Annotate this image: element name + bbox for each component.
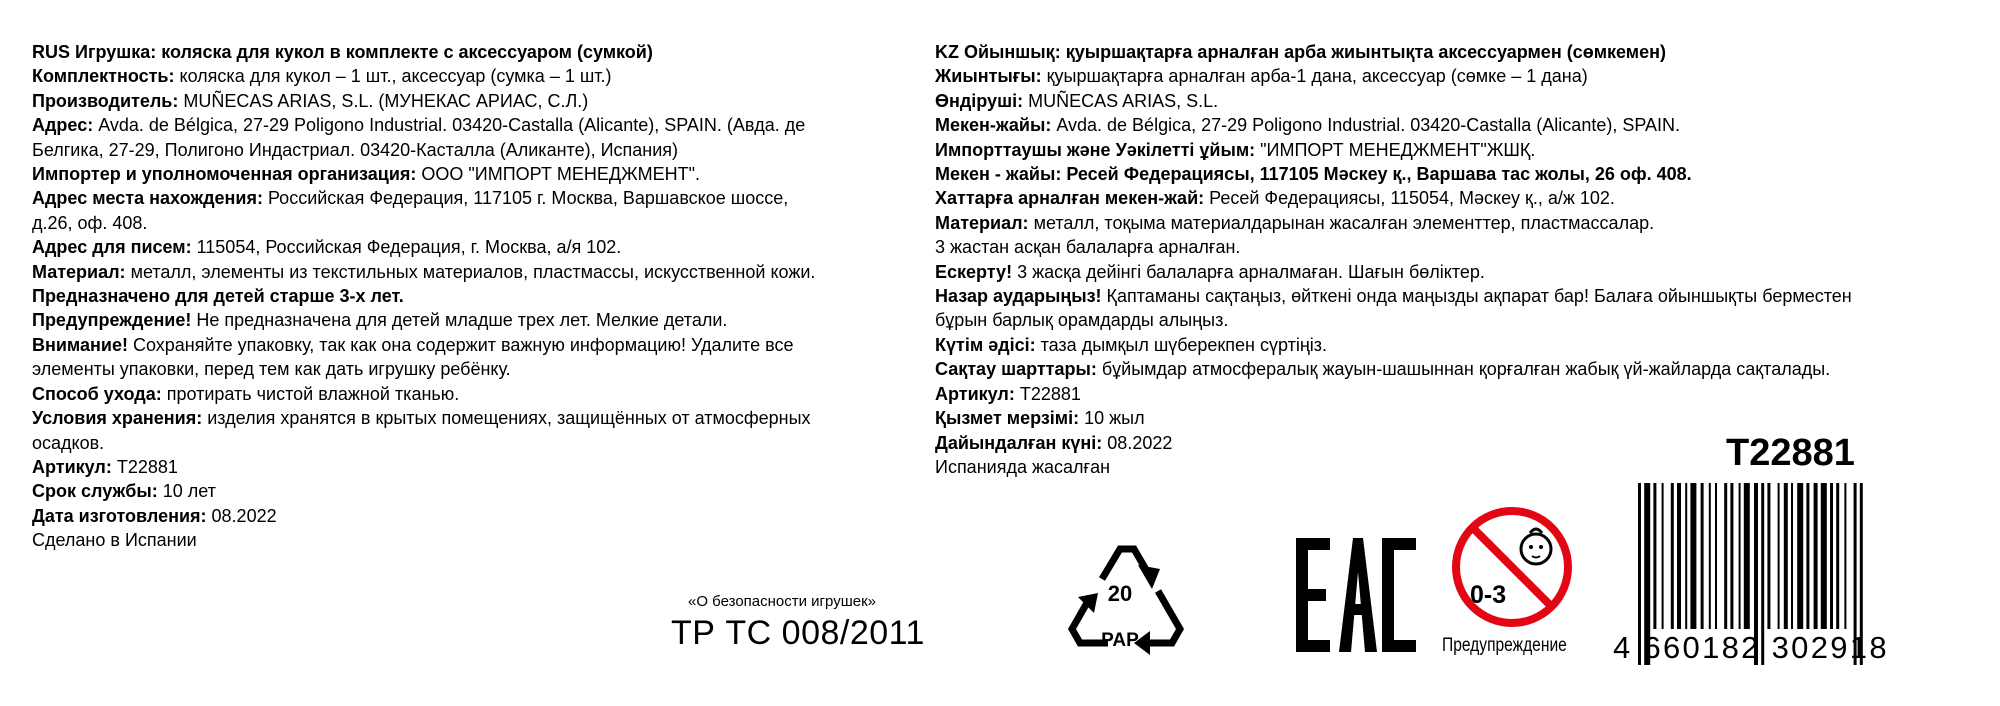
rus-importer-line: Импортер и уполномоченная организация: ООО "ИМПОРТ МЕНЕДЖМЕНТ". [32,164,701,185]
kz-date-line: Дайындалған күні: 08.2022 [935,432,1173,453]
warning-caption: Предупреждение [1442,635,1567,656]
rus-material-line: Материал: металл, элементы из текстильных материалов, пластмассы, искусственной кожи. [32,261,816,282]
rus-warning-line: Предупреждение! Не предназначена для детей младше трех лет. Мелкие детали. [32,310,728,331]
barcode-bar [1806,483,1809,629]
rus-storage-line: Условия хранения: изделия хранятся в крытых помещениях, защищённых от атмосферных [32,408,811,429]
rus-life-line: Срок службы: 10 лет [32,481,216,502]
barcode-bar [1685,483,1687,629]
kz-title-line: KZ Ойыншық: қуыршақтарға арналған арба жиынтықта аксессуармен (сөмкемен) [935,42,1666,62]
kz-manufacturer-line: Өндіруші: MUÑECAS ARIAS, S.L. [935,90,1219,111]
barcode-bar [1709,483,1711,629]
rus-set-line: Комплектность: коляска для кукол – 1 шт., аксессуар (сумка – 1 шт.) [32,66,612,87]
barcode-bar [1662,483,1664,629]
rus-attention-line-2: элементы упаковки, перед тем как дать игрушку ребёнку. [32,359,511,380]
barcode-bar [1744,483,1750,629]
barcode-bar [1715,483,1717,629]
age-range-label: 0-3 [1470,581,1507,609]
kz-location-line: Мекен - жайы: Ресей Федерациясы, 117105 Мәскеу қ., Варшава тас жолы, 26 оф. 408. [935,164,1692,185]
rus-location-line: Адрес места нахождения: Российская Федерация, 117105 г. Москва, Варшавское шоссе, [32,188,789,209]
barcode-bar [1778,483,1780,629]
rus-care-line: Способ ухода: протирать чистой влажной тканью. [32,383,460,404]
rus-age-line: Предназначено для детей старше 3-х лет. [32,286,404,307]
barcode-bar [1739,483,1741,629]
kz-attention-line-2: бұрын барлық орамдарды алыңыз. [935,310,1229,331]
kz-article-line: Артикул: T22881 [935,383,1081,404]
barcode-bar [1677,483,1681,629]
rus-date-line: Дата изготовления: 08.2022 [32,505,277,526]
recycle-code: PAP [1101,630,1139,651]
rus-article-line: Артикул: T22881 [32,456,178,477]
barcode-bar [1844,483,1846,629]
barcode-bar [1671,483,1674,629]
kz-set-line: Жиынтығы: қуыршақтарға арналған арба-1 дана, аксессуар (сөмке – 1 дана) [935,66,1588,87]
kz-attention-line: Назар аударыңыз! Қаптаманы сақтаңыз, өйткені онда маңызды ақпарат бар! Балаға ойыншықты берместен [935,286,1852,307]
rus-storage-line-2: осадков. [32,432,105,453]
rus-location-line-2: д.26, оф. 408. [32,212,148,233]
rus-attention-line: Внимание! Сохраняйте упаковку, так как она содержит важную информацию! Удалите все [32,334,794,355]
kz-address-line: Мекен-жайы: Avda. de Bélgica, 27-29 Poligono Industrial. 03420-Castalla (Alicante), SPAIN. [935,115,1681,136]
kz-warning-line: Ескерту! 3 жасқа дейінгі балаларға арналмаған. Шағын бөліктер. [935,261,1485,282]
rus-manufacturer-line: Производитель: MUÑECAS ARIAS, S.L. (МУНЕКАС АРИАС, С.Л.) [32,90,589,111]
rus-mail-line: Адрес для писем: 115054, Российская Федерация, г. Москва, а/я 102. [32,237,622,258]
barcode-bar [1836,483,1839,629]
barcode-bar [1821,483,1827,629]
rus-origin-line: Сделано в Испании [32,530,197,551]
barcode-bar [1730,483,1733,629]
rus-title-line: RUS Игрушка: коляска для кукол в комплекте с аксессуаром (сумкой) [32,42,653,62]
barcode-bar [1767,483,1770,629]
standard-code: ТР ТС 008/2011 [671,614,925,652]
rus-address-line: Адрес: Avda. de Bélgica, 27-29 Poligono Industrial. 03420-Castalla (Alicante), SPAIN. (Авда. де [32,115,806,136]
barcode-bar [1830,483,1833,629]
barcode-bar [1797,483,1803,629]
no-baby-age-icon [1450,505,1574,629]
kz-life-line: Қызмет мерзімі: 10 жыл [935,408,1145,429]
barcode-bar [1690,483,1696,629]
barcode-bar [1791,483,1793,629]
barcode-bar [1701,483,1704,629]
barcode-bar [1653,483,1656,629]
kz-info-block [935,40,1967,479]
rus-address-line-2: Белгика, 27-29, Полигоно Индастриал. 03420-Касталла (Аликанте), Испания) [32,139,679,160]
kz-storage-line: Сақтау шарттары: бұйымдар атмосфералық жауын-шашыннан қорғалған жабық үй-жайларда сақталады. [935,359,1831,380]
barcode-digits: 4 660182 302918 [1613,630,1889,665]
eac-mark-icon [1296,538,1416,652]
kz-importer-line: Импорттаушы және Уәкілетті ұйым: "ИМПОРТ МЕНЕДЖМЕНТ"ЖШҚ. [935,139,1536,160]
kz-age-line: 3 жастан асқан балаларға арналған. [935,237,1241,258]
barcode-bar [1724,483,1727,629]
barcode-bar [1814,483,1818,629]
kz-care-line: Күтім әдісі: таза дымқыл шүберекпен сүртіңіз. [935,334,1328,355]
barcode-bar [1784,483,1788,629]
standard-caption: «О безопасности игрушек» [688,593,876,610]
rus-info-block [32,40,916,553]
kz-origin-line: Испанияда жасалған [935,456,1111,477]
article-number-large: T22881 [1726,432,1855,474]
kz-mail-line: Хаттарға арналған мекен-жай: Ресей Федерациясы, 115054, Мәскеу қ., а/ж 102. [935,188,1615,209]
recycle-number: 20 [1107,581,1133,606]
kz-material-line: Материал: металл, тоқыма материалдарынан жасалған элементтер, пластмассалар. [935,212,1655,233]
